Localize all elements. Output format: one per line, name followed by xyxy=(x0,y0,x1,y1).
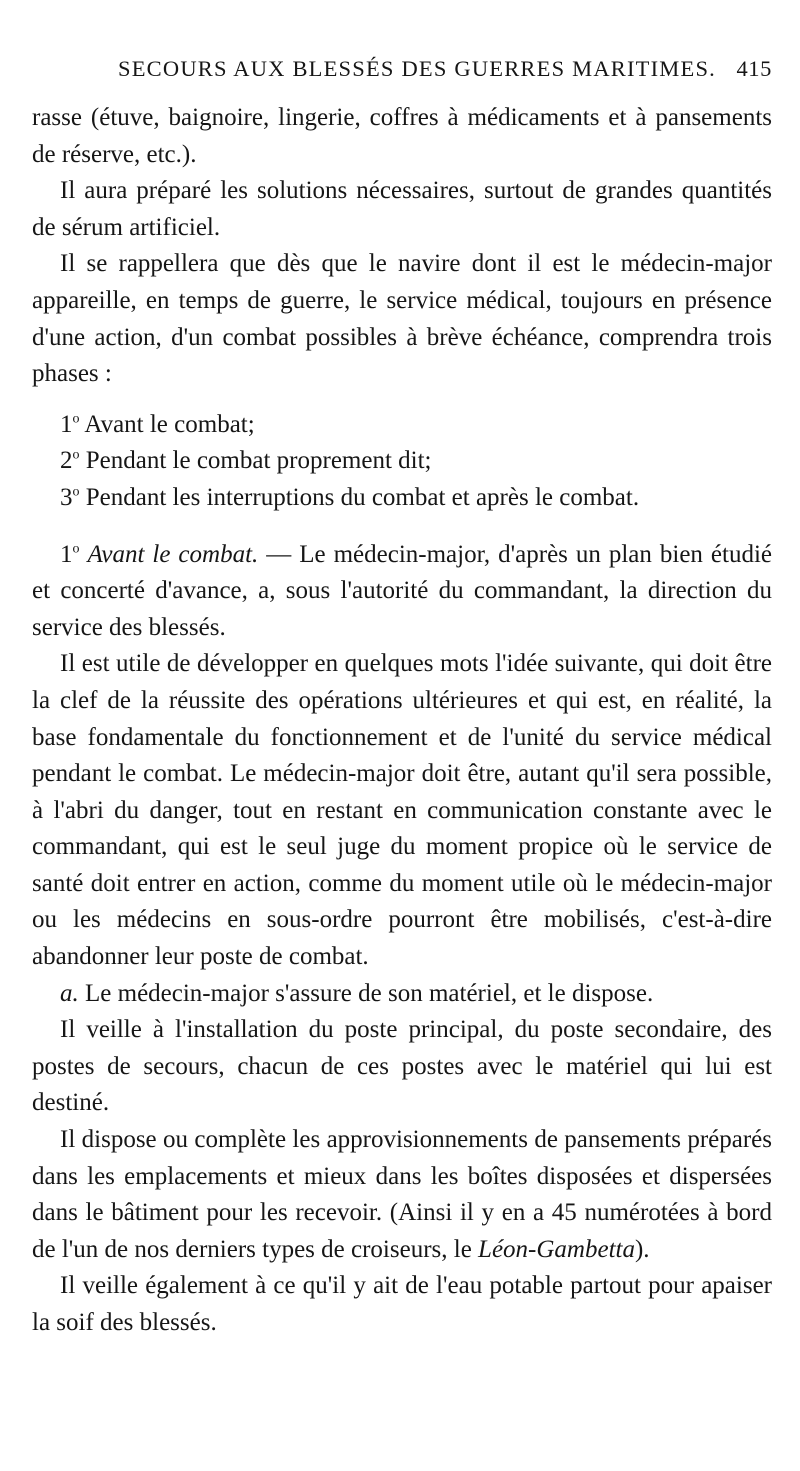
phase-item-2: 2$^o$ Pendant le combat proprement dit; xyxy=(60,447,432,475)
phase-item-3: 3$^o$ Pendant les interruptions du combat et après le combat. xyxy=(60,483,640,511)
paragraph-continuation: rasse (étuve, baignoire, lingerie, coffres à médicaments et à pansements de réserve, etc.). xyxy=(32,104,772,168)
phase-item-1: 1$^o$ Avant le combat; xyxy=(60,410,255,438)
paragraph-water: Il veille également à ce qu'il y ait de l'eau potable partout pour apaiser la soif des blessés. xyxy=(32,1272,772,1336)
ship-name: Léon-Gambetta xyxy=(478,1235,635,1263)
paragraph-phases-intro: Il se rappellera que dès que le navire dont il est le médecin-major appareille, en temps de guerre, le service médical, toujours en présence d'une action, d'un combat possibles à brève échéance, comprendra trois phases : xyxy=(32,250,772,388)
body-text xyxy=(32,100,772,1342)
paragraph-installation: Il veille à l'installation du poste principal, du poste secondaire, des postes de secours, chacun de ces postes avec le matériel qui lui est destiné. xyxy=(32,1016,772,1117)
paragraph-material: a. Le médecin-major s'assure de son matériel, et le dispose. xyxy=(60,979,654,1007)
paragraph-supplies: Il dispose ou complète les approvisionnements de pansements préparés dans les emplacements et mieux dans les boîtes disposées et dispersées dans le bâtiment pour les recevoir. (Ainsi il y en a 45 numérotées à bord de l'un de nos derniers types de croiseurs, le Léon-Gambetta). xyxy=(32,1126,772,1263)
running-title: SECOURS AUX BLESSÉS DES GUERRES MARITIMES. xyxy=(118,56,716,81)
book-page xyxy=(32,56,772,1342)
paragraph-before-combat: 1$^o$ Avant le combat. — Le médecin-major, d'après un plan bien étudié et concerté d'avance, a, sous l'autorité du commandant, la direction du service des blessés. xyxy=(32,540,772,641)
paragraph-solutions: Il aura préparé les solutions nécessaires, surtout de grandes quantités de sérum artificiel. xyxy=(32,177,772,241)
running-header xyxy=(32,56,772,100)
section-heading-before-combat: Avant le combat. xyxy=(87,540,259,568)
paragraph-key-idea: Il est utile de développer en quelques mots l'idée suivante, qui doit être la clef de la réussite des opérations ultérieures et qui est, en réalité, la base fondamentale du fonctionnement et de l'unité du service médical pendant le combat. Le médecin-major doit être, autant qu'il sera possible, à l'abri du danger, tout en restant en communication constante avec le commandant, qui est le seul juge du moment propice où le service de santé doit entrer en action, comme du moment utile où le médecin-major ou les médecins en sous-ordre pourront être mobilisés, c'est-à-dire abandonner leur poste de combat. xyxy=(32,650,772,971)
page-number: 415 xyxy=(736,56,772,81)
